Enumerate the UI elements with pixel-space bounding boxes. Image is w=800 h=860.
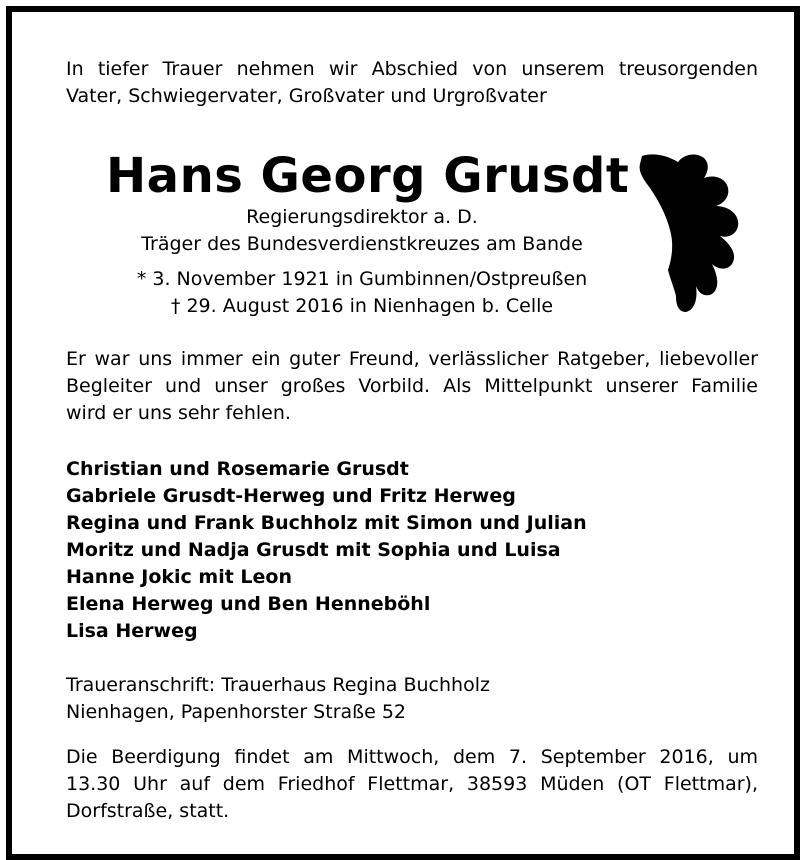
- intro-line-1: In tiefer Trauer nehmen wir Abschied von unserem treusorgenden: [66, 58, 758, 80]
- address-line-1: Traueranschrift: Trauerhaus Regina Buchholz: [66, 674, 490, 696]
- funeral-info: [66, 744, 758, 825]
- tribute-line-3: wird er uns sehr fehlen.: [66, 402, 291, 424]
- funeral-line-2: 13.30 Uhr auf dem Friedhof Flettmar, 38593 Müden (OT Flettmar),: [66, 773, 758, 795]
- deceased-name: Hans Georg Grusdt: [106, 148, 630, 204]
- family-member: Elena Herweg und Ben Henneböhl: [66, 593, 431, 615]
- notice-frame: [6, 6, 800, 860]
- mourning-address: [66, 672, 490, 726]
- death-date: † 29. August 2016 in Nienhagen b. Celle: [170, 295, 554, 317]
- tribute-line-2: Begleiter und unser großes Vorbild. Als Mittelpunkt unserer Familie: [66, 375, 758, 397]
- funeral-line-1: Die Beerdigung findet am Mittwoch, dem 7. September 2016, um: [66, 746, 758, 768]
- birth-date: * 3. November 1921 in Gumbinnen/Ostpreußen: [136, 268, 588, 290]
- deceased-title: Regierungsdirektor a. D.: [246, 206, 478, 228]
- notice-content: [66, 56, 758, 822]
- tribute-line-1: Er war uns immer ein guter Freund, verlässlicher Ratgeber, liebevoller: [66, 348, 758, 370]
- family-member: Lisa Herweg: [66, 620, 198, 642]
- funeral-line-3: Dorfstraße, statt.: [66, 800, 230, 822]
- oak-leaf-icon: [634, 148, 764, 318]
- family-member: Regina und Frank Buchholz mit Simon und Julian: [66, 512, 587, 534]
- intro-text: [66, 56, 758, 110]
- family-member: Gabriele Grusdt-Herweg und Fritz Herweg: [66, 485, 516, 507]
- family-member: Moritz und Nadja Grusdt mit Sophia und Luisa: [66, 539, 561, 561]
- tribute-text: [66, 346, 758, 427]
- family-list: [66, 456, 587, 645]
- deceased-details: [116, 204, 608, 320]
- intro-line-2: Vater, Schwiegervater, Großvater und Urgroßvater: [66, 85, 547, 107]
- deceased-honor: Träger des Bundesverdienstkreuzes am Bande: [141, 233, 583, 255]
- family-member: Christian und Rosemarie Grusdt: [66, 458, 409, 480]
- address-line-2: Nienhagen, Papenhorster Straße 52: [66, 701, 407, 723]
- family-member: Hanne Jokic mit Leon: [66, 566, 293, 588]
